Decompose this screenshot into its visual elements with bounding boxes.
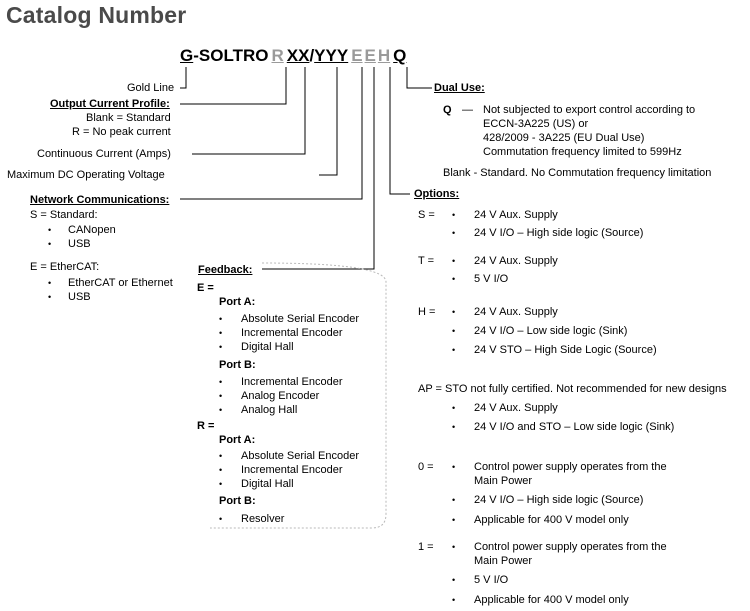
dual-use-q-line: 428/2009 - 3A225 (EU Dual Use) bbox=[483, 132, 645, 144]
ocp-blank: Blank = Standard bbox=[86, 112, 171, 124]
feedback-e-port-a: Port A: bbox=[219, 296, 256, 308]
option-item: • 24 V I/O – High side logic (Source) bbox=[452, 494, 644, 506]
max-voltage-label: Maximum DC Operating Voltage bbox=[7, 169, 165, 181]
line-network bbox=[180, 67, 362, 199]
network-e-item: • EtherCAT or Ethernet bbox=[48, 277, 173, 289]
option-ap-line: AP = STO not fully certified. Not recommended for new designs bbox=[418, 383, 727, 395]
feedback-item: • Incremental Encoder bbox=[219, 376, 343, 388]
feedback-item: • Digital Hall bbox=[219, 478, 294, 490]
pn-options: H bbox=[377, 46, 391, 65]
pn-slash: / bbox=[309, 46, 315, 65]
option-item: • Control power supply operates from the bbox=[452, 461, 667, 473]
option-item: • 24 V I/O and STO – Low side logic (Sink) bbox=[452, 421, 675, 433]
option-h-key: H = bbox=[418, 306, 436, 318]
ocp-r: R = No peak current bbox=[72, 126, 171, 138]
network-s: S = Standard: bbox=[30, 209, 98, 221]
feedback-item: • Analog Hall bbox=[219, 404, 298, 416]
network-e-item: • USB bbox=[48, 291, 91, 303]
dual-use-blank: Blank - Standard. No Commutation frequency limitation bbox=[443, 167, 712, 179]
dual-use-q-line: ECCN-3A225 (US) or bbox=[483, 118, 589, 130]
pn-current-profile: R bbox=[271, 46, 284, 65]
feedback-item: • Absolute Serial Encoder bbox=[219, 450, 360, 462]
network-s-item: • USB bbox=[48, 238, 91, 250]
option-item: • 24 V STO – High Side Logic (Source) bbox=[452, 344, 657, 356]
option-item-cont: Main Power bbox=[474, 475, 533, 487]
option-item: • 24 V Aux. Supply bbox=[452, 306, 558, 318]
pn-current: XX bbox=[286, 46, 310, 65]
network-e: E = EtherCAT: bbox=[30, 261, 100, 273]
dual-use-q: Q bbox=[443, 104, 452, 116]
option-item: • 24 V Aux. Supply bbox=[452, 402, 558, 414]
feedback-item: • Incremental Encoder bbox=[219, 327, 343, 339]
feedback-item: • Digital Hall bbox=[219, 341, 294, 353]
line-voltage bbox=[319, 67, 337, 175]
pn-gold-line: G bbox=[180, 46, 194, 65]
dual-use-q-line: Not subjected to export control according to bbox=[483, 104, 696, 116]
feedback-r-port-a: Port A: bbox=[219, 434, 256, 446]
option-s-key: S = bbox=[418, 209, 435, 221]
pn-dual-use: Q bbox=[393, 46, 407, 65]
pn-feedback: E bbox=[364, 46, 376, 65]
option-item: • Control power supply operates from the bbox=[452, 541, 667, 553]
options-heading: Options: bbox=[414, 188, 460, 200]
network-heading: Network Communications: bbox=[30, 194, 170, 206]
option-item: • Applicable for 400 V model only bbox=[452, 594, 629, 606]
dual-use-dash: — bbox=[462, 104, 473, 116]
option-item: • 5 V I/O bbox=[452, 273, 509, 285]
dual-use-heading: Dual Use: bbox=[434, 82, 485, 94]
continuous-current-label: Continuous Current (Amps) bbox=[37, 148, 171, 160]
gold-line-label: Gold Line bbox=[127, 82, 175, 94]
option-item: • 5 V I/O bbox=[452, 574, 509, 586]
feedback-item: • Absolute Serial Encoder bbox=[219, 313, 360, 325]
feedback-item: • Incremental Encoder bbox=[219, 464, 343, 476]
line-continuous bbox=[192, 67, 305, 154]
option-1-key: 1 = bbox=[418, 541, 434, 553]
feedback-e: E = bbox=[197, 282, 214, 294]
output-current-heading: Output Current Profile: bbox=[50, 98, 170, 110]
option-item: • 24 V I/O – Low side logic (Sink) bbox=[452, 325, 628, 337]
pn-network: E bbox=[351, 46, 363, 65]
pn-voltage: YYY bbox=[314, 46, 349, 65]
dual-use-q-line: Commutation frequency limited to 599Hz bbox=[483, 146, 682, 158]
line-gold bbox=[180, 67, 186, 88]
feedback-item: • Resolver bbox=[219, 513, 285, 525]
feedback-r-port-b: Port B: bbox=[219, 495, 256, 507]
option-item: • 24 V Aux. Supply bbox=[452, 209, 558, 221]
line-output-current bbox=[180, 67, 286, 104]
line-feedback bbox=[262, 67, 374, 269]
option-item: • 24 V Aux. Supply bbox=[452, 255, 558, 267]
pn-soltro: -SOLTRO bbox=[193, 46, 269, 65]
option-item: • Applicable for 400 V model only bbox=[452, 514, 629, 526]
feedback-item: • Analog Encoder bbox=[219, 390, 320, 402]
feedback-heading: Feedback: bbox=[198, 264, 253, 276]
page-title: Catalog Number bbox=[6, 2, 187, 28]
feedback-e-port-b: Port B: bbox=[219, 359, 256, 371]
option-t-key: T = bbox=[418, 255, 435, 267]
option-0-key: 0 = bbox=[418, 461, 434, 473]
feedback-r: R = bbox=[197, 420, 215, 432]
option-item: • 24 V I/O – High side logic (Source) bbox=[452, 227, 644, 239]
line-dual bbox=[407, 67, 432, 88]
network-s-item: • CANopen bbox=[48, 224, 116, 236]
option-item-cont: Main Power bbox=[474, 555, 533, 567]
